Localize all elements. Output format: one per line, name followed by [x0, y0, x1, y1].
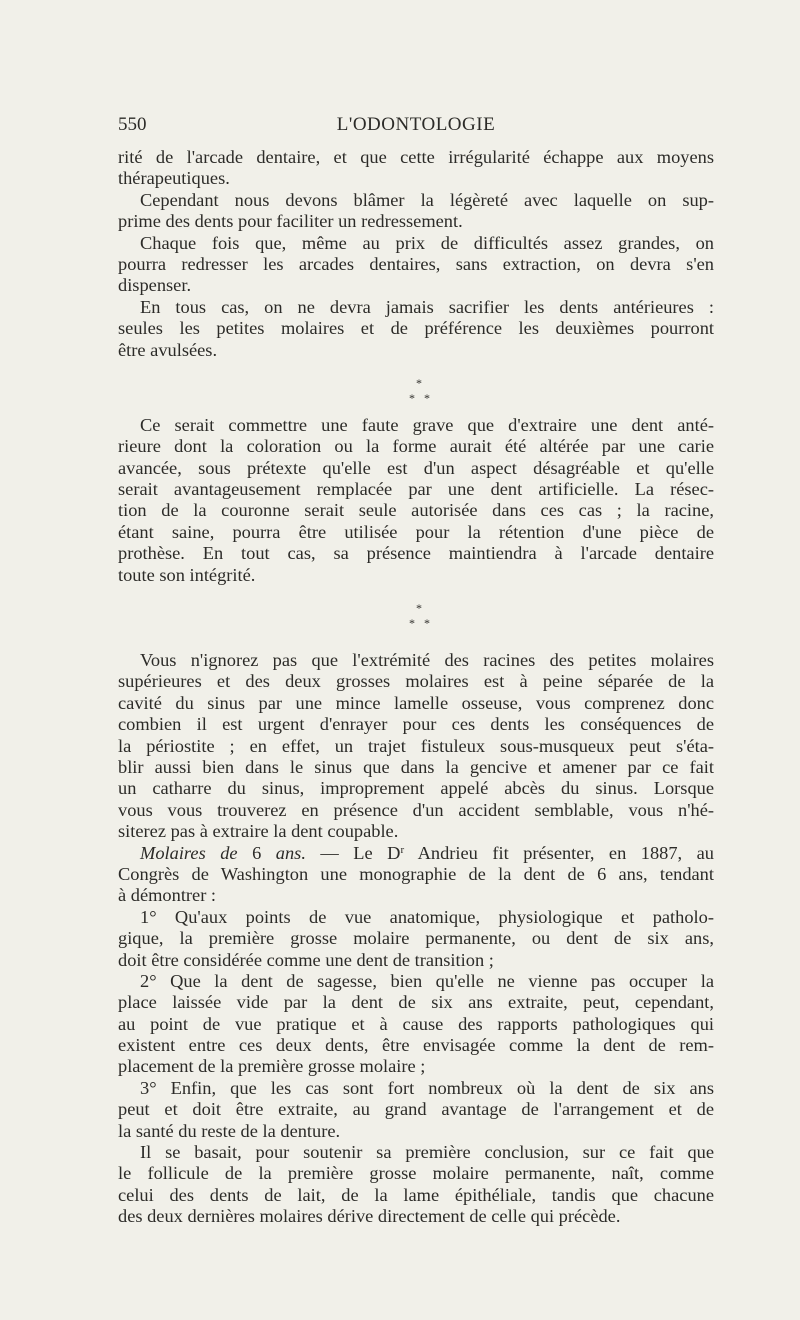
text-line: place laissée vide par la dent de six ans extraite, peut, cependant, — [118, 992, 714, 1013]
text-line: Ce serait commettre une faute grave que d'extraire une dent anté- — [140, 414, 714, 435]
italic-ans: ans. — [275, 842, 306, 863]
text-line: au point de vue pratique et à cause des rapports pathologiques qui — [118, 1013, 714, 1034]
text-line: dispenser. — [118, 275, 192, 296]
section-separator — [118, 586, 714, 630]
text-line: rieure dont la coloration ou la forme aurait été altérée par une carie — [118, 436, 714, 457]
running-title: L'ODONTOLOGIE — [336, 114, 496, 135]
text-line: existent entre ces deux dents, être envisagée comme la dent de rem- — [118, 1035, 714, 1056]
text-line: Congrès de Washington une monographie de la dent de 6 ans, tendant — [118, 863, 714, 884]
text-line: combien il est urgent d'enrayer pour ces dents les conséquences de — [118, 714, 714, 735]
text-line: prime des dents pour faciliter un redressement. — [118, 211, 463, 232]
text-line: 3° Enfin, que les cas sont fort nombreux où la dent de six ans — [140, 1077, 714, 1098]
text-line: placement de la première grosse molaire ; — [118, 1056, 426, 1077]
text-line: tion de la couronne serait seule autorisée dans ces cas ; la racine, — [118, 500, 714, 521]
text-line: Vous n'ignorez pas que l'extrémité des racines des petites molaires — [140, 650, 714, 671]
text-line: serait avantageusement remplacée par une dent artificielle. La résec- — [118, 479, 714, 500]
doctor-superscript: r — [400, 843, 405, 856]
text-line: 2° Que la dent de sagesse, bien qu'elle ne vienne pas occuper la — [140, 970, 714, 991]
italic-heading: Molaires de — [140, 842, 238, 863]
text-line: Cependant nous devons blâmer la légèreté avec laquelle on sup- — [140, 189, 714, 210]
text-line: le follicule de la première grosse molaire permanente, naît, comme — [118, 1163, 714, 1184]
text-line: En tous cas, on ne devra jamais sacrifier les dents antérieures : — [140, 296, 714, 317]
text-line: la santé du reste de la denture. — [118, 1120, 341, 1141]
text-segment: Andrieu fit présenter, en 1887, au — [404, 842, 714, 863]
text-line: gique, la première grosse molaire permanente, ou dent de six ans, — [118, 928, 714, 949]
text-line: prothèse. En tout cas, sa présence maintiendra à l'arcade dentaire — [118, 543, 714, 564]
text-line: des deux dernières molaires dérive directement de celle qui précède. — [118, 1206, 621, 1227]
text-line: rité de l'arcade dentaire, et que cette irrégularité échappe aux moyens — [118, 147, 714, 167]
text-line: Chaque fois que, même au prix de difficultés assez grandes, on — [140, 232, 714, 253]
text-line: siterez pas à extraire la dent coupable. — [118, 821, 399, 842]
text-line: doit être considérée comme une dent de transition ; — [118, 949, 494, 970]
asterism-top: * — [416, 375, 422, 390]
text-line: vous vous trouverez en présence d'un accident semblable, vous n'hé- — [118, 799, 714, 820]
page-header — [118, 114, 714, 142]
text-line: toute son intégrité. — [118, 564, 256, 585]
doctor-prefix: — Le D — [305, 842, 401, 863]
text-line: avancée, sous prétexte qu'elle est d'un aspect désagréable et qu'elle — [118, 457, 714, 478]
text-line: seules les petites molaires et de préférence les deuxièmes pourront — [118, 318, 714, 339]
text-line: Il se basait, pour soutenir sa première conclusion, sur ce fait que — [140, 1142, 714, 1163]
page-number: 550 — [118, 114, 147, 135]
text-line: peut et doit être extraite, au grand avantage de l'arrangement et de — [118, 1099, 714, 1120]
text-line: thérapeutiques. — [118, 168, 230, 189]
asterism-top: * — [416, 601, 422, 616]
text-line: supérieures et des deux grosses molaires est à peine séparée de la — [118, 671, 714, 692]
age-number: 6 — [252, 842, 262, 863]
asterism-bottom: * * — [409, 390, 433, 405]
text-line: cavité du sinus par une mince lamelle osseuse, vous comprenez donc — [118, 692, 714, 713]
text-line: blir aussi bien dans le sinus que dans la gencive et amener par ce fait — [118, 756, 714, 777]
text-line: la périostite ; en effet, un trajet fistuleux sous-musqueux peut s'éta- — [118, 735, 714, 756]
text-line: étant saine, pourra être utilisée pour la rétention d'une pièce de — [118, 521, 714, 542]
text-line: 1° Qu'aux points de vue anatomique, physiologique et patholo- — [140, 906, 714, 927]
text-line-molaires — [118, 843, 714, 864]
text-line: celui des dents de lait, de la lame épithéliale, tandis que chacune — [118, 1184, 714, 1205]
text-line: pourra redresser les arcades dentaires, sans extraction, on devra s'en — [118, 253, 714, 274]
page-body — [118, 147, 714, 1228]
asterism-bottom: * * — [409, 616, 433, 631]
section-separator — [118, 361, 714, 405]
text-line: être avulsées. — [118, 339, 218, 360]
text-line: un catharre du sinus, improprement appelé abcès du sinus. Lorsque — [118, 778, 714, 799]
text-line: à démontrer : — [118, 885, 217, 906]
